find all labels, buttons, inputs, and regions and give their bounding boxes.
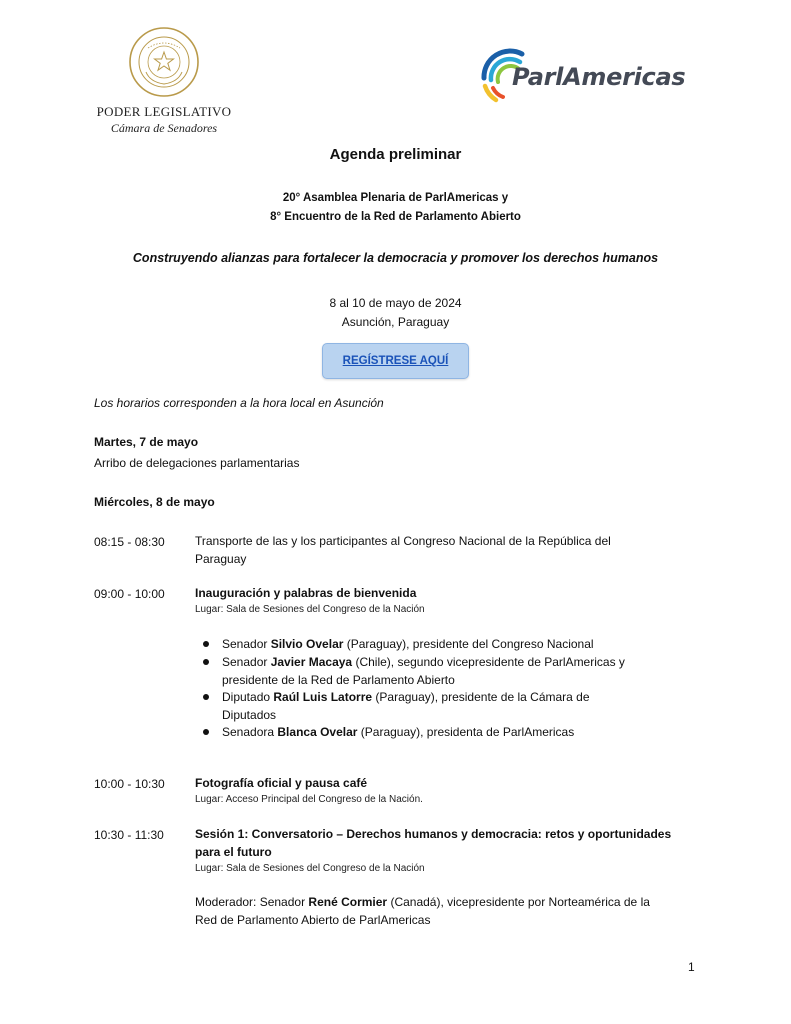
speaker-item: Diputado Raúl Luis Latorre (Paraguay), presidente de la Cámara de Diputados — [222, 688, 687, 724]
senate-seal-logo — [128, 26, 200, 98]
bullet-icon — [203, 729, 209, 735]
senate-subtitle: Cámara de Senadores — [110, 121, 218, 135]
moderator-name: René Cormier — [308, 895, 388, 909]
legislative-title: PODER LEGISLATIVO — [96, 104, 232, 119]
day-heading-wednesday: Miércoles, 8 de mayo — [94, 495, 215, 509]
session-time: 08:15 - 08:30 — [94, 535, 165, 549]
event-subtitle-2: 8° Encuentro de la Red de Parlamento Abierto — [270, 211, 521, 223]
bullet-icon — [203, 694, 209, 700]
session-location: Lugar: Acceso Principal del Congreso de la Nación. — [195, 794, 423, 805]
bullet-icon — [203, 641, 209, 647]
day-description: Arribo de delegaciones parlamentarias — [94, 456, 300, 470]
event-theme: Construyendo alianzas para fortalecer la democracia y promover los derechos humanos — [132, 251, 659, 265]
speaker-name: Silvio Ovelar — [270, 637, 344, 651]
speaker-item: Senador Silvio Ovelar (Paraguay), presidente del Congreso Nacional — [222, 635, 687, 653]
speaker-name: Raúl Luis Latorre — [273, 690, 373, 704]
session-location: Lugar: Sala de Sesiones del Congreso de la Nación — [195, 604, 425, 615]
session-title-line: Sesión 1: Conversatorio – Derechos humanos y democracia: retos y oportunidades — [195, 827, 672, 841]
session-description-line: Transporte de las y los participantes al Congreso Nacional de la República del — [195, 534, 611, 548]
event-dates: 8 al 10 de mayo de 2024 — [329, 296, 462, 310]
speaker-name: Javier Macaya — [270, 655, 353, 669]
session-description-line: Paraguay — [195, 552, 247, 566]
day-heading-tuesday: Martes, 7 de mayo — [94, 435, 199, 449]
speaker-item: Senador Javier Macaya (Chile), segundo vicepresidente de ParlAmericas y presidente de la Red de Parlamento Abierto — [222, 653, 687, 689]
time-note: Los horarios corresponden a la hora local en Asunción — [94, 396, 384, 410]
agenda-title: Agenda preliminar — [329, 146, 462, 163]
register-link[interactable]: REGÍSTRESE AQUÍ — [342, 355, 449, 367]
parlamericas-wordmark: ParlAmericas — [512, 63, 686, 91]
session-title: Inauguración y palabras de bienvenida — [195, 586, 417, 600]
session-title-line: para el futuro — [195, 845, 272, 859]
session-description — [195, 532, 685, 568]
session-title — [195, 825, 685, 861]
event-subtitle-1: 20° Asamblea Plenaria de ParlAmericas y — [282, 192, 509, 204]
session-time: 10:00 - 10:30 — [94, 777, 165, 791]
session-time: 10:30 - 11:30 — [94, 828, 164, 842]
event-place: Asunción, Paraguay — [341, 315, 450, 329]
bullet-icon — [203, 659, 209, 665]
session-title: Fotografía oficial y pausa café — [195, 776, 368, 790]
page-number: 1 — [688, 960, 695, 974]
register-button[interactable] — [322, 343, 469, 379]
session-time: 09:00 - 10:00 — [94, 587, 165, 601]
speaker-name: Blanca Ovelar — [277, 725, 358, 739]
speaker-item: Senadora Blanca Ovelar (Paraguay), presidenta de ParlAmericas — [222, 723, 687, 741]
moderator: Moderador: Senador René Cormier (Canadá), vicepresidente por Norteamérica de la Red de Parlamento Abierto de ParlAmericas — [195, 895, 650, 927]
session-location: Lugar: Sala de Sesiones del Congreso de la Nación — [195, 863, 425, 874]
